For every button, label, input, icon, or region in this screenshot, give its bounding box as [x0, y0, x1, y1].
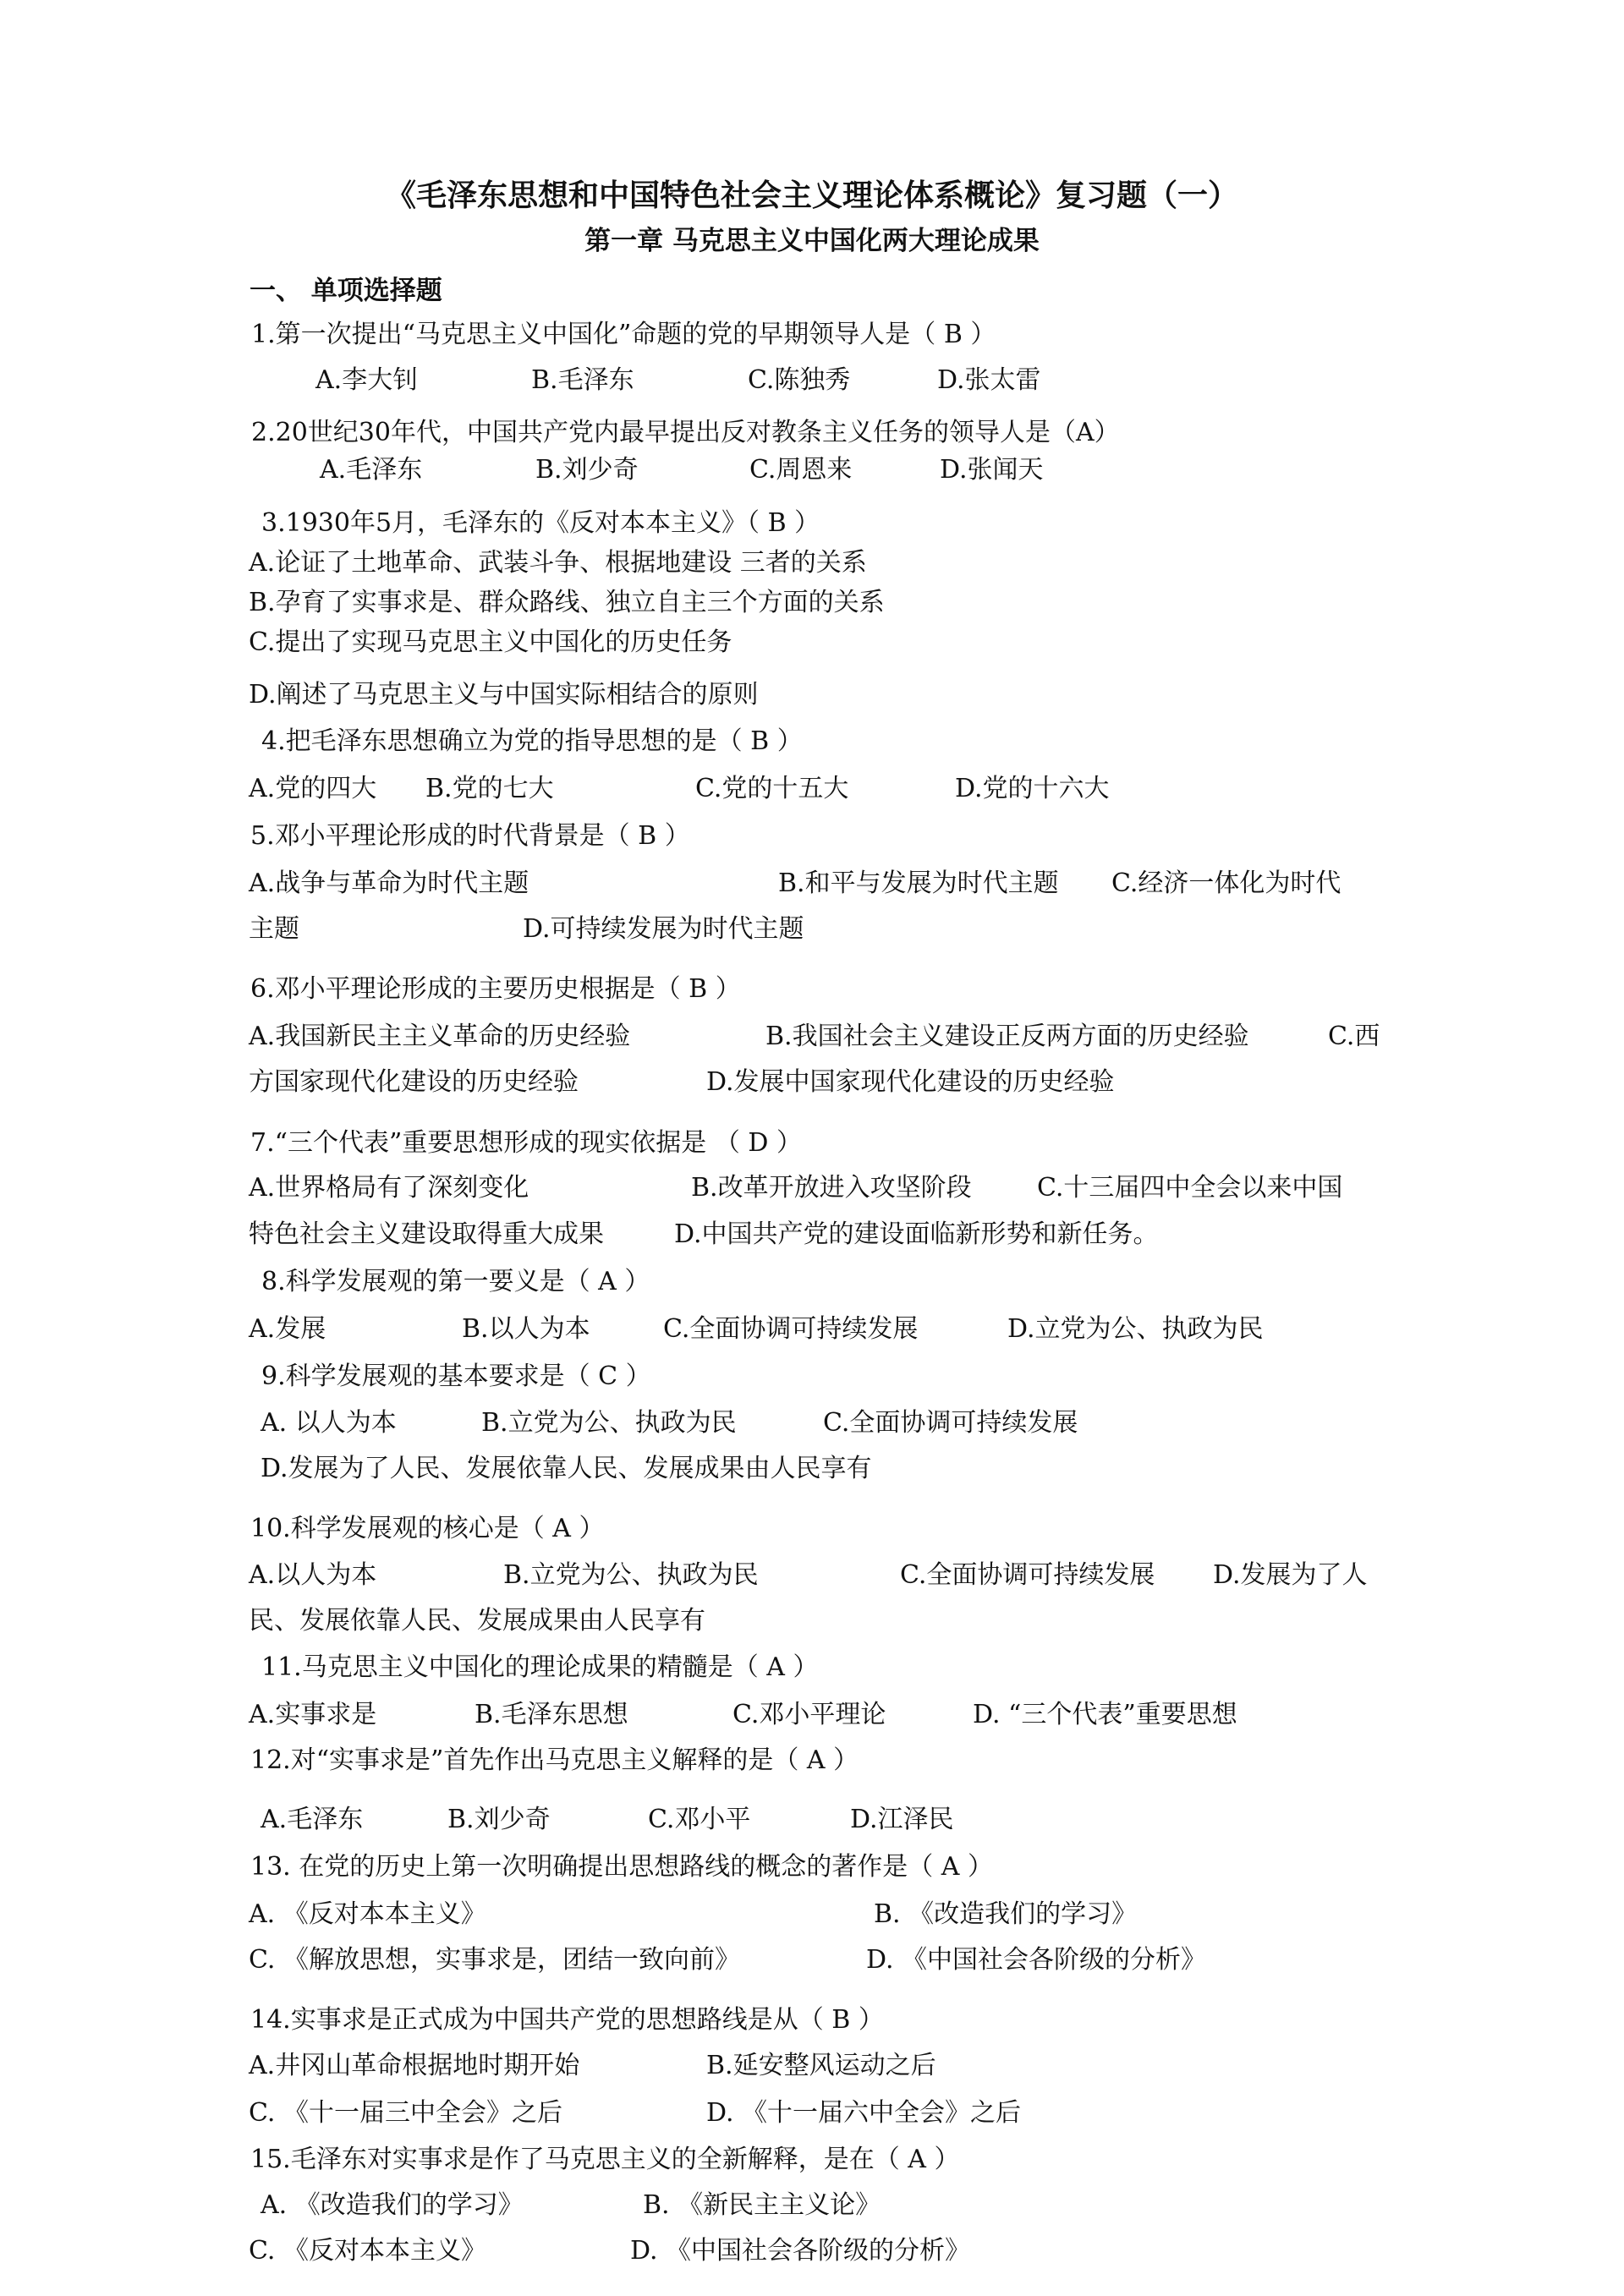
option: C.西 — [1328, 1022, 1380, 1051]
question-stem: 7.“三个代表”重要思想形成的现实依据是 （ D ） — [250, 1128, 802, 1158]
option: D.发展中国家现代化建设的历史经验 — [706, 1067, 1115, 1097]
question-stem: 1.第一次提出“马克思主义中国化”命题的党的早期领导人是（ B ） — [251, 320, 996, 349]
option: B.立党为公、执政为民 — [481, 1408, 737, 1438]
option: D.江泽民 — [850, 1805, 954, 1834]
option: D.发展为了人民、发展依靠人民、发展成果由人民享有 — [261, 1454, 872, 1483]
option: B.毛泽东 — [531, 365, 634, 395]
option: C.党的十五大 — [695, 774, 849, 803]
option: B.毛泽东思想 — [475, 1700, 628, 1729]
option: D.立党为公、执政为民 — [1007, 1314, 1264, 1344]
option: C.陈独秀 — [748, 365, 851, 395]
option: A.党的四大 — [249, 774, 377, 803]
option: A.发展 — [249, 1314, 326, 1344]
option: D.张闻天 — [940, 455, 1044, 485]
option: A.以人为本 — [249, 1560, 377, 1590]
section-heading: 一、 单项选择题 — [250, 276, 442, 306]
option: B.延安整风运动之后 — [706, 2051, 936, 2080]
option: D. 《中国社会各阶级的分析》 — [630, 2236, 971, 2266]
question-stem: 5.邓小平理论形成的时代背景是（ B ） — [250, 821, 690, 851]
question-stem: 2.20世纪30年代，中国共产党内最早提出反对教条主义任务的领导人是（A） — [251, 418, 1120, 447]
option: A.实事求是 — [249, 1700, 377, 1729]
option: A. 以人为本 — [261, 1408, 397, 1438]
question-stem: 9.科学发展观的基本要求是（ C ） — [261, 1362, 651, 1391]
option: D. “三个代表”重要思想 — [973, 1700, 1237, 1729]
option: B.刘少奇 — [447, 1805, 551, 1834]
option: 主题 — [249, 914, 299, 944]
document-title: 《毛泽东思想和中国特色社会主义理论体系概论》复习题（一） — [385, 178, 1238, 213]
option: B.刘少奇 — [535, 455, 639, 485]
option: A.毛泽东 — [320, 455, 423, 485]
option: A.战争与革命为时代主题 — [249, 869, 529, 898]
option: C.周恩来 — [749, 455, 853, 485]
question-stem: 6.邓小平理论形成的主要历史根据是（ B ） — [250, 974, 741, 1004]
option: A.毛泽东 — [261, 1805, 364, 1834]
option: B.以人为本 — [462, 1314, 590, 1344]
option: C.全面协调可持续发展 — [663, 1314, 919, 1344]
question-stem: 3.1930年5月，毛泽东的《反对本本主义》（ B ） — [261, 508, 820, 538]
question-stem: 8.科学发展观的第一要义是（ A ） — [261, 1267, 650, 1296]
option: C. 《反对本本主义》 — [249, 2236, 486, 2266]
option: 方国家现代化建设的历史经验 — [249, 1067, 579, 1097]
option: C.提出了实现马克思主义中国化的历史任务 — [249, 627, 732, 657]
option: D.发展为了人 — [1213, 1560, 1368, 1590]
option: C.经济一体化为时代 — [1111, 869, 1341, 898]
option: C.全面协调可持续发展 — [823, 1408, 1078, 1438]
question-stem: 13. 在党的历史上第一次明确提出思想路线的概念的著作是（ A ） — [250, 1852, 993, 1882]
option: D.可持续发展为时代主题 — [523, 914, 804, 944]
option: D. 《中国社会各阶级的分析》 — [866, 1945, 1207, 1975]
chapter-title: 第一章 马克思主义中国化两大理论成果 — [584, 226, 1040, 256]
option: C.全面协调可持续发展 — [900, 1560, 1155, 1590]
question-stem: 10.科学发展观的核心是（ A ） — [250, 1514, 605, 1543]
option: B.改革开放进入攻坚阶段 — [691, 1173, 972, 1203]
option: B.孕育了实事求是、群众路线、独立自主三个方面的关系 — [249, 588, 885, 617]
option: C.邓小平理论 — [732, 1700, 886, 1729]
option: A. 《反对本本主义》 — [249, 1899, 486, 1929]
option: B.我国社会主义建设正反两方面的历史经验 — [765, 1022, 1249, 1051]
question-stem: 4.把毛泽东思想确立为党的指导思想的是（ B ） — [261, 726, 803, 756]
option: A.我国新民主主义革命的历史经验 — [249, 1022, 631, 1051]
option: B. 《改造我们的学习》 — [874, 1899, 1138, 1929]
option: D.张太雷 — [937, 365, 1041, 395]
option: A.世界格局有了深刻变化 — [249, 1173, 529, 1203]
option: B.和平与发展为时代主题 — [778, 869, 1059, 898]
option: C. 《解放思想，实事求是，团结一致向前》 — [249, 1945, 740, 1975]
option: C.十三届四中全会以来中国 — [1037, 1173, 1343, 1203]
option: C. 《十一届三中全会》之后 — [249, 2098, 562, 2128]
option: A.井冈山革命根据地时期开始 — [249, 2051, 580, 2080]
option: D.中国共产党的建设面临新形势和新任务。 — [674, 1219, 1159, 1249]
option: B. 《新民主主义论》 — [643, 2190, 881, 2220]
option: B.立党为公、执政为民 — [503, 1560, 759, 1590]
option: A.李大钊 — [315, 365, 419, 395]
question-stem: 14.实事求是正式成为中国共产党的思想路线是从（ B ） — [250, 2005, 884, 2035]
option: D.阐述了马克思主义与中国实际相结合的原则 — [249, 680, 759, 710]
option: 特色社会主义建设取得重大成果 — [249, 1219, 604, 1249]
option: A.论证了土地革命、武装斗争、根据地建设 三者的关系 — [249, 548, 867, 578]
option: A. 《改造我们的学习》 — [261, 2190, 524, 2220]
question-stem: 11.马克思主义中国化的理论成果的精髓是（ A ） — [261, 1652, 819, 1682]
option: B.党的七大 — [425, 774, 554, 803]
question-stem: 15.毛泽东对实事求是作了马克思主义的全新解释，是在（ A ） — [250, 2145, 960, 2174]
option: D.党的十六大 — [955, 774, 1110, 803]
option: C.邓小平 — [648, 1805, 751, 1834]
question-stem: 12.对“实事求是”首先作出马克思主义解释的是（ A ） — [250, 1745, 859, 1775]
option: 民、发展依靠人民、发展成果由人民享有 — [249, 1606, 705, 1636]
option: D. 《十一届六中全会》之后 — [706, 2098, 1022, 2128]
